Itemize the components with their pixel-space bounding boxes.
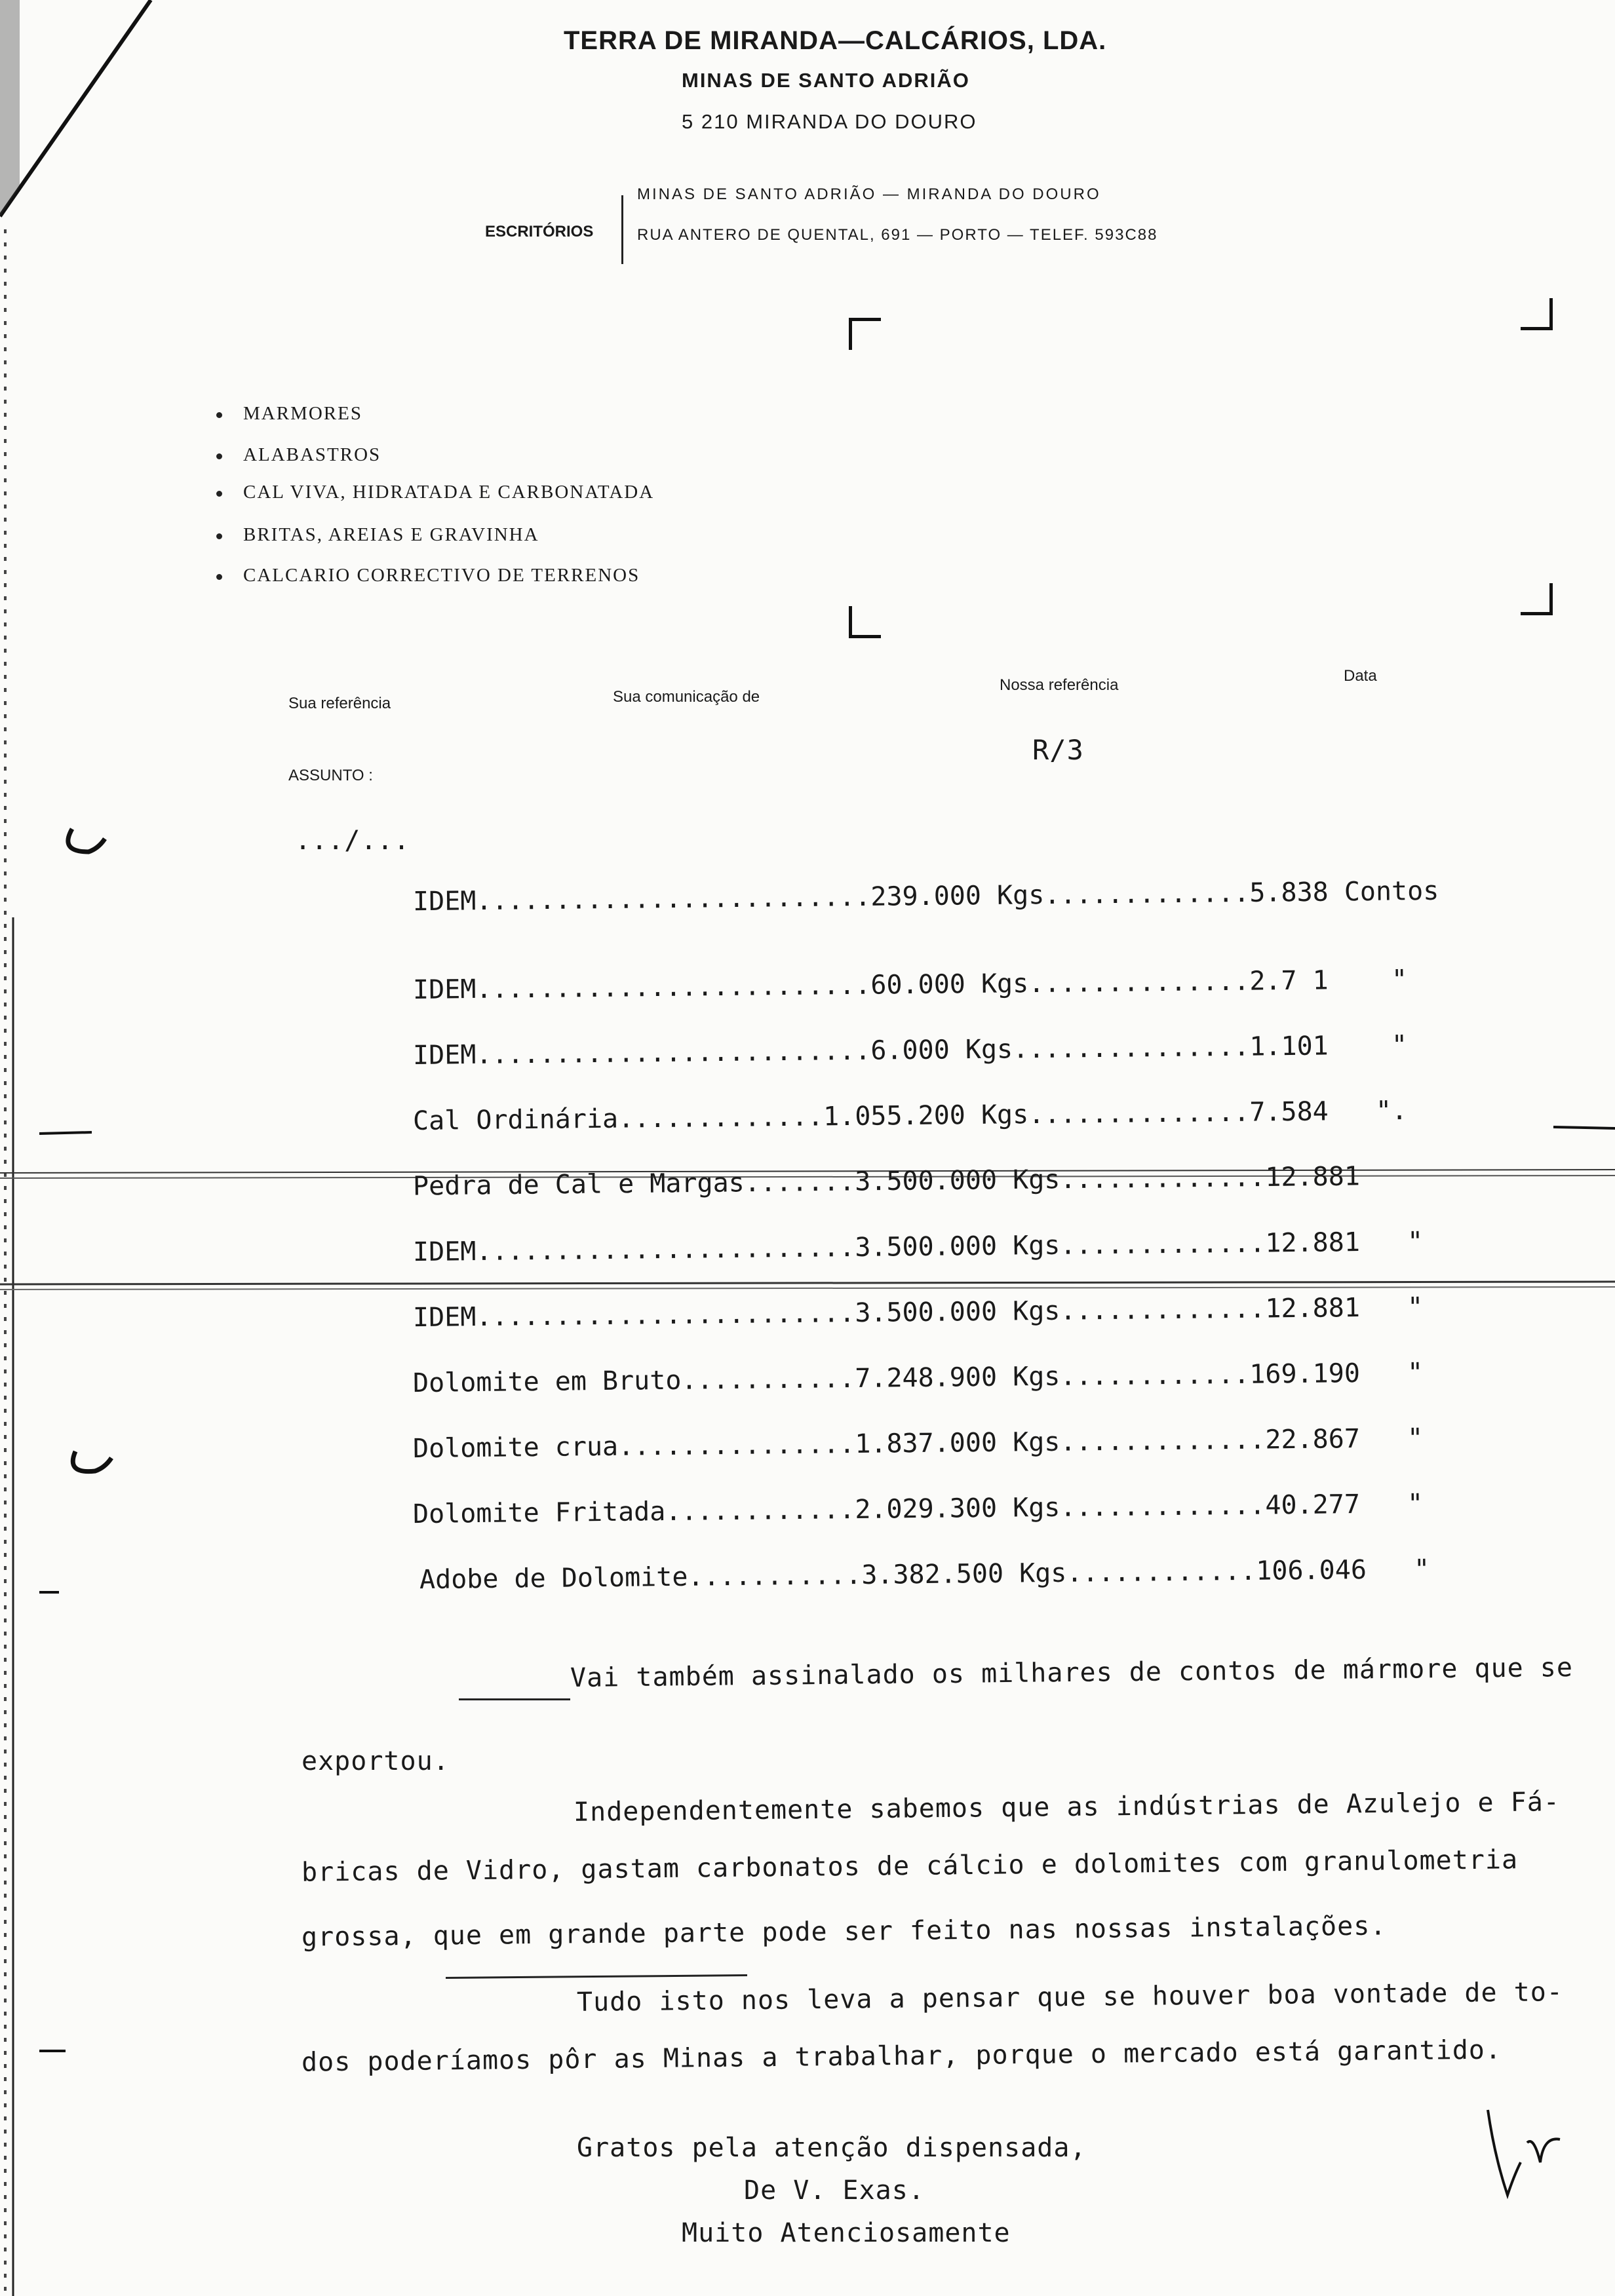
punch-hole-mark [68, 829, 105, 852]
table-row: Dolomite Fritada............2.029.300 Kgs.............40.277 " [412, 1488, 1424, 1530]
address-window-corner-br [1521, 583, 1553, 615]
sua-referencia-label: Sua referência [288, 695, 391, 712]
table-row: Pedra de Cal e Margas.......3.500.000 Kgs.............12.881 [412, 1161, 1361, 1202]
bullet-icon [216, 412, 222, 418]
office-line-1: MINAS DE SANTO ADRIÃO — MIRANDA DO DOURO [637, 185, 1101, 203]
continuation-mark: .../... [295, 826, 410, 856]
paragraph-line: Independentemente sabemos que as indústrias de Azulejo e Fá- [573, 1787, 1561, 1827]
product-item: ALABASTROS [216, 444, 381, 466]
underline-mark [459, 1698, 570, 1700]
address-window-corner-tl [849, 318, 881, 350]
product-item: CALCARIO CORRECTIVO DE TERRENOS [216, 565, 640, 586]
address-window-corner-tr [1521, 298, 1553, 330]
bullet-icon [216, 491, 222, 497]
table-row: Adobe de Dolomite...........3.382.500 Kgs............106.046 " [419, 1554, 1430, 1596]
mine-name: MINAS DE SANTO ADRIÃO [682, 69, 970, 92]
assunto-label: ASSUNTO : [288, 767, 373, 784]
bullet-icon [216, 453, 222, 459]
data-label: Data [1344, 667, 1377, 685]
paragraph-line: bricas de Vidro, gastam carbonatos de cálcio e dolomites com granulometria [301, 1845, 1519, 1888]
table-row: Dolomite crua...............1.837.000 Kgs.............22.867 " [412, 1423, 1424, 1464]
paragraph-line: exportou. [302, 1746, 450, 1776]
table-row: Dolomite em Bruto...........7.248.900 Kgs............169.190 " [412, 1357, 1424, 1399]
paragraph-line: grossa, que em grande parte pode ser feito nas nossas instalações. [301, 1911, 1387, 1953]
offices-label: ESCRITÓRIOS [485, 223, 594, 240]
product-item: CAL VIVA, HIDRATADA E CARBONATADA [216, 482, 654, 503]
paragraph-line: Vai também assinalado os milhares de contos de mármore que se [570, 1652, 1574, 1694]
closing-regards: Muito Atenciosamente [682, 2218, 1011, 2248]
table-row: IDEM.........................6.000 Kgs...............1.101 " [412, 1030, 1408, 1071]
closing-salutation: De V. Exas. [744, 2175, 925, 2206]
table-row: IDEM.........................239.000 Kgs.............5.838 Contos [412, 875, 1439, 917]
table-row: IDEM........................3.500.000 Kgs.............12.881 " [412, 1292, 1424, 1333]
paragraph-line: Tudo isto nos leva a pensar que se houver boa vontade de to- [576, 1977, 1564, 2018]
company-address: 5 210 MIRANDA DO DOURO [682, 110, 977, 133]
paragraph-line: dos poderíamos pôr as Minas a trabalhar, porque o mercado está garantido. [301, 2035, 1502, 2078]
punch-hole-mark [73, 1451, 111, 1472]
table-row: IDEM.........................60.000 Kgs..............2.7 1 " [412, 965, 1408, 1005]
nossa-referencia-value: R/3 [1032, 734, 1084, 766]
bullet-icon [216, 574, 222, 580]
address-window-corner-bl [849, 606, 881, 638]
company-name: TERRA DE MIRANDA—CALCÁRIOS, LDA. [564, 26, 1107, 55]
product-item: BRITAS, AREIAS E GRAVINHA [216, 524, 539, 546]
offices-divider [621, 195, 623, 264]
product-item: MARMORES [216, 403, 362, 425]
sua-comunicacao-label: Sua comunicação de [613, 688, 760, 706]
closing-thanks: Gratos pela atenção dispensada, [577, 2133, 1087, 2163]
handwritten-signature [1468, 2103, 1599, 2215]
bullet-icon [216, 533, 222, 539]
table-row: IDEM........................3.500.000 Kgs.............12.881 " [412, 1226, 1424, 1268]
office-line-2: RUA ANTERO DE QUENTAL, 691 — PORTO — TELEF. 593C88 [637, 226, 1158, 244]
nossa-referencia-label: Nossa referência [1000, 676, 1119, 694]
table-row: Cal Ordinária.............1.055.200 Kgs..............7.584 ". [412, 1096, 1408, 1136]
